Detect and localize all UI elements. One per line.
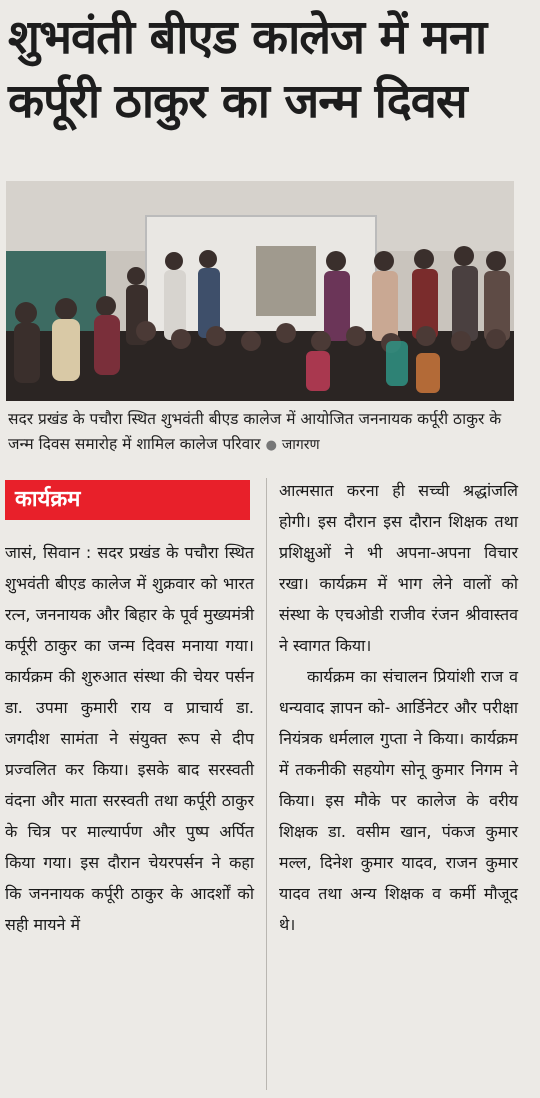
caption-text: सदर प्रखंड के पचौरा स्थित शुभवंती बीएड कालेज में आयोजित जननायक कर्पूरी ठाकुर के जन्म दिवस समारोह में शामिल कालेज परिवार bbox=[8, 410, 502, 453]
section-label: कार्यक्रम bbox=[5, 480, 250, 520]
article-paragraph-2: आत्मसात करना ही सच्ची श्रद्धांजलि होगी। इस दौरान इस दौरान शिक्षक तथा प्रशिक्षुओं ने भी अपना-अपना विचार रखा। कार्यक्रम में भाग लेने वालों को संस्था के एचओडी राजीव रंजन श्रीवास्तव ने स्वागत किया। bbox=[279, 481, 518, 655]
headline bbox=[8, 6, 532, 134]
news-photo bbox=[6, 181, 514, 401]
column-divider bbox=[266, 478, 267, 1090]
article-column-left bbox=[5, 537, 254, 940]
photo-credit: जागरण bbox=[281, 437, 320, 453]
headline-line-1: शुभवंती बीएड कालेज में मना bbox=[8, 10, 487, 65]
bullet-dot-icon: ● bbox=[265, 438, 277, 453]
photo-caption bbox=[8, 407, 528, 458]
group-photo-icon bbox=[6, 181, 514, 401]
article-paragraph-3: कार्यक्रम का संचालन प्रियांशी राज व धन्यवाद ज्ञापन को- आर्डिनेटर और परीक्षा नियंत्रक धर्मलाल गुप्ता ने किया। कार्यक्रम में तकनीकी सहयोग सोनू कुमार निगम ने किया। इस मौके पर कालेज के वरीय शिक्षक डा. वसीम खान, पंकज कुमार मल्ल, दिनेश कुमार यादव, राजन कुमार यादव तथा अन्य शिक्षक व कर्मी मौजूद थे। bbox=[279, 667, 518, 934]
article-column-right bbox=[279, 475, 518, 940]
article-paragraph-1: जासं, सिवान : सदर प्रखंड के पचौरा स्थित शुभवंती बीएड कालेज में शुक्रवार को भारत रत्न, जननायक और बिहार के पूर्व मुख्यमंत्री कर्पूरी ठाकुर का जन्म दिवस मनाया गया। कार्यक्रम की शुरुआत संस्था की चेयर पर्सन डा. उपमा कुमारी राय व प्राचार्य डा. जगदीश सामंता ने संयुक्त रूप से दीप प्रज्वलित कर किया। इसके बाद सरस्वती वंदना और माता सरस्वती तथा कर्पूरी ठाकुर के चित्र पर माल्यार्पण और पुष्प अर्पित किया गया। इस दौरान चेयरपर्सन ने कहा कि जननायक कर्पूरी ठाकुर के आदर्शों को सही मायने में bbox=[5, 543, 254, 934]
headline-line-2: कर्पूरी ठाकुर का जन्म दिवस bbox=[8, 74, 467, 129]
